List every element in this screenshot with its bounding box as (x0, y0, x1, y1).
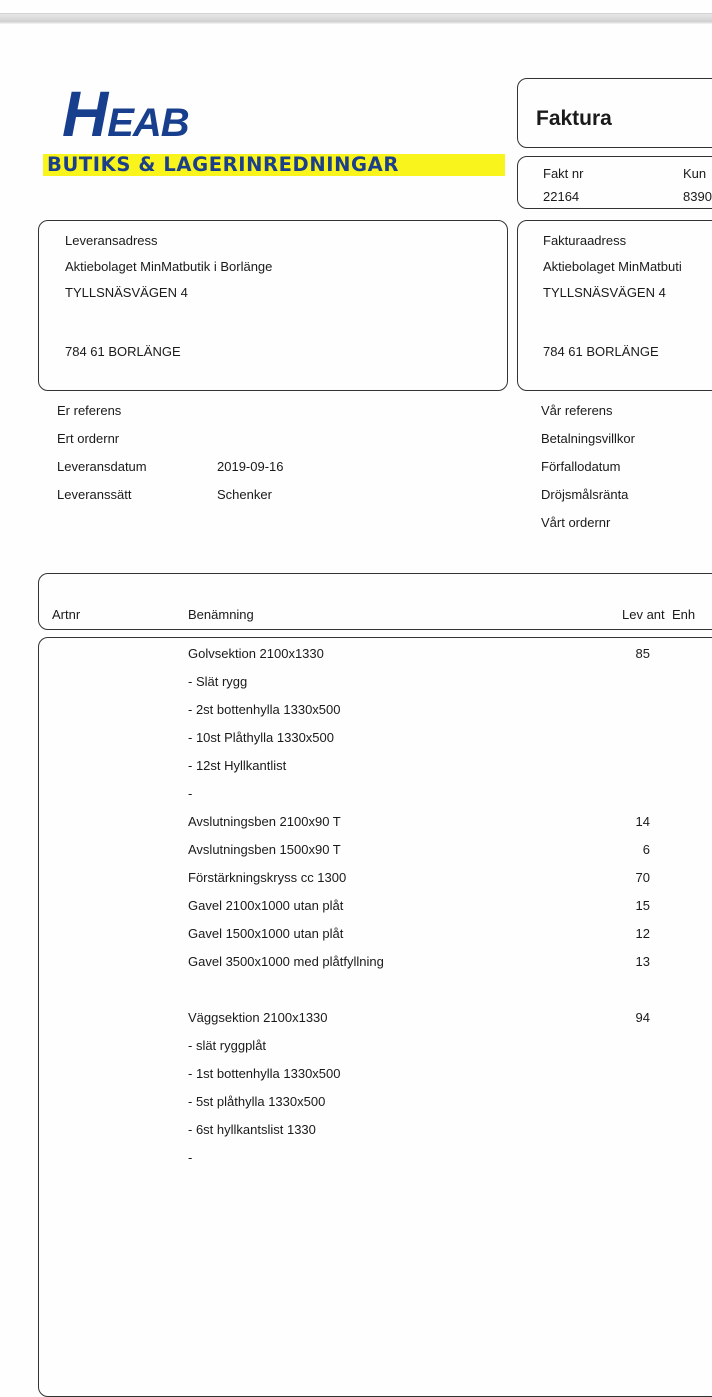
invoice-address-box (517, 220, 712, 391)
our-ref-label: Dröjsmålsränta (541, 487, 629, 502)
row-description: Väggsektion 2100x1330 (188, 1010, 328, 1025)
table-row (39, 814, 712, 830)
fakt-nr-label: Fakt nr (543, 166, 584, 181)
row-description: - 1st bottenhylla 1330x500 (188, 1066, 341, 1081)
delivery-address-line3: 784 61 BORLÄNGE (65, 344, 181, 359)
our-ref-label: Betalningsvillkor (541, 431, 635, 446)
row-quantity: 94 (635, 1010, 650, 1025)
table-row (39, 982, 712, 998)
table-row (39, 870, 712, 886)
delivery-address-line1: Aktiebolaget MinMatbutik i Borlänge (65, 259, 273, 274)
table-row (39, 1010, 712, 1026)
row-description: - (188, 786, 193, 801)
header-enh: Enh (672, 607, 696, 622)
table-row (39, 702, 712, 718)
table-row (39, 730, 712, 746)
delivery-address-label: Leveransadress (65, 233, 158, 248)
row-description: - 12st Hyllkantlist (188, 758, 287, 773)
row-description: - 6st hyllkantslist 1330 (188, 1122, 316, 1137)
row-description: Gavel 3500x1000 med plåtfyllning (188, 954, 384, 969)
delivery-address-line2: TYLLSNÄSVÄGEN 4 (65, 285, 188, 300)
logo-tagline-band (43, 154, 505, 176)
viewer-toolbar (0, 13, 712, 24)
row-description: Golvsektion 2100x1330 (188, 646, 324, 661)
table-row (39, 1038, 712, 1054)
row-quantity: 85 (635, 646, 650, 661)
kund-label: Kun (683, 166, 707, 181)
table-row (39, 1122, 712, 1138)
row-description: Avslutningsben 2100x90 T (188, 814, 341, 829)
fakt-nr-value: 22164 (543, 189, 580, 204)
ref-label: Er referens (57, 403, 122, 418)
document-title-box (517, 78, 712, 148)
table-row (39, 1094, 712, 1110)
row-description: - 10st Plåthylla 1330x500 (188, 730, 334, 745)
row-quantity: 13 (635, 954, 650, 969)
invoice-address-line1: Aktiebolaget MinMatbuti (543, 259, 682, 274)
row-description: - 5st plåthylla 1330x500 (188, 1094, 326, 1109)
our-ref-label: Förfallodatum (541, 459, 621, 474)
header-benamning: Benämning (188, 607, 254, 622)
table-header-box (38, 573, 712, 630)
row-description: - 2st bottenhylla 1330x500 (188, 702, 341, 717)
invoice-address-line3: 784 61 BORLÄNGE (543, 344, 659, 359)
table-row (39, 646, 712, 662)
table-body-box (38, 637, 712, 1397)
header-lev-ant: Lev ant (622, 607, 665, 622)
company-logo (62, 78, 189, 150)
row-quantity: 14 (635, 814, 650, 829)
invoice-address-line2: TYLLSNÄSVÄGEN 4 (543, 285, 666, 300)
table-row (39, 1066, 712, 1082)
our-ref-label: Vår referens (541, 403, 613, 418)
ref-label: Leveransdatum (57, 459, 147, 474)
ref-label: Leveranssätt (57, 487, 132, 502)
table-row (39, 786, 712, 802)
table-row (39, 926, 712, 942)
logo-tagline: BUTIKS & LAGERINREDNINGAR (47, 153, 399, 176)
table-row (39, 758, 712, 774)
row-description: Avslutningsben 1500x90 T (188, 842, 341, 857)
our-ref-label: Vårt ordernr (541, 515, 611, 530)
kund-value: 8390 (683, 189, 712, 204)
row-description: Gavel 1500x1000 utan plåt (188, 926, 344, 941)
row-description: - slät ryggplåt (188, 1038, 267, 1053)
ref-value: 2019-09-16 (217, 459, 284, 474)
table-row (39, 954, 712, 970)
table-row (39, 1150, 712, 1166)
row-description: Förstärkningskryss cc 1300 (188, 870, 347, 885)
row-quantity: 6 (642, 842, 650, 857)
header-artnr: Artnr (52, 607, 81, 622)
document-title: Faktura (536, 107, 612, 130)
table-row (39, 898, 712, 914)
invoice-meta-box (517, 156, 712, 209)
logo-name: EAB (107, 101, 189, 145)
row-description: Gavel 2100x1000 utan plåt (188, 898, 344, 913)
row-description: - Slät rygg (188, 674, 248, 689)
row-quantity: 12 (635, 926, 650, 941)
row-quantity: 15 (635, 898, 650, 913)
ref-value: Schenker (217, 487, 272, 502)
table-row (39, 842, 712, 858)
logo-initial: H (62, 78, 108, 150)
invoice-address-label: Fakturaadress (543, 233, 627, 248)
row-quantity: 70 (635, 870, 650, 885)
ref-label: Ert ordernr (57, 431, 120, 446)
table-row (39, 674, 712, 690)
delivery-address-box (38, 220, 508, 391)
row-description: - (188, 1150, 193, 1165)
